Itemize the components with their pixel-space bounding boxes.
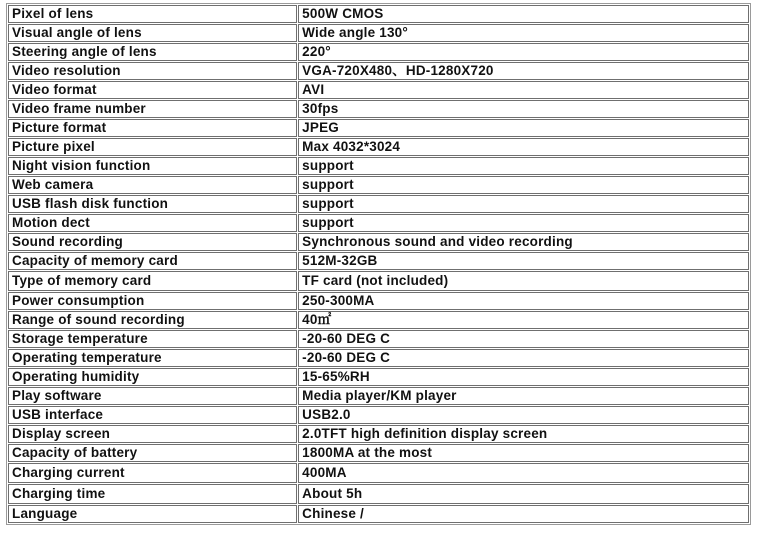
spec-key: Motion dect — [8, 214, 297, 232]
spec-table-container — [6, 3, 751, 525]
table-row — [8, 138, 749, 156]
spec-key: Pixel of lens — [8, 5, 297, 23]
table-row — [8, 81, 749, 99]
spec-value: Synchronous sound and video recording — [298, 233, 749, 251]
spec-value: USB2.0 — [298, 406, 749, 424]
table-row — [8, 62, 749, 80]
spec-key: Play software — [8, 387, 297, 405]
spec-value: TF card (not included) — [298, 271, 749, 291]
spec-key: Video frame number — [8, 100, 297, 118]
spec-key: Picture pixel — [8, 138, 297, 156]
table-row — [8, 463, 749, 483]
spec-key: USB flash disk function — [8, 195, 297, 213]
spec-value: support — [298, 176, 749, 194]
table-row — [8, 311, 749, 329]
table-row — [8, 330, 749, 348]
spec-value: 400MA — [298, 463, 749, 483]
spec-key: Type of memory card — [8, 271, 297, 291]
spec-key: Power consumption — [8, 292, 297, 310]
table-row — [8, 484, 749, 504]
table-row — [8, 233, 749, 251]
table-row — [8, 368, 749, 386]
table-row — [8, 387, 749, 405]
spec-value: support — [298, 157, 749, 175]
spec-key: Operating temperature — [8, 349, 297, 367]
spec-value: support — [298, 214, 749, 232]
spec-value: 500W CMOS — [298, 5, 749, 23]
spec-value: 40㎡ — [298, 311, 749, 329]
spec-value: 250-300MA — [298, 292, 749, 310]
table-row — [8, 214, 749, 232]
spec-key: Capacity of memory card — [8, 252, 297, 270]
spec-key: Web camera — [8, 176, 297, 194]
table-row — [8, 5, 749, 23]
spec-key: Visual angle of lens — [8, 24, 297, 42]
spec-key: Charging time — [8, 484, 297, 504]
spec-key: Charging current — [8, 463, 297, 483]
spec-key: Video format — [8, 81, 297, 99]
spec-key: Picture format — [8, 119, 297, 137]
spec-key: Video resolution — [8, 62, 297, 80]
spec-key: Storage temperature — [8, 330, 297, 348]
spec-value: Media player/KM player — [298, 387, 749, 405]
table-row — [8, 444, 749, 462]
spec-key: Range of sound recording — [8, 311, 297, 329]
table-row — [8, 425, 749, 443]
table-row — [8, 176, 749, 194]
table-row — [8, 43, 749, 61]
spec-key: Steering angle of lens — [8, 43, 297, 61]
spec-value: 1800MA at the most — [298, 444, 749, 462]
table-row — [8, 24, 749, 42]
spec-value: support — [298, 195, 749, 213]
spec-value: -20-60 DEG C — [298, 349, 749, 367]
spec-value: 512M-32GB — [298, 252, 749, 270]
table-row — [8, 505, 749, 523]
table-row — [8, 195, 749, 213]
spec-value: 2.0TFT high definition display screen — [298, 425, 749, 443]
spec-key: Display screen — [8, 425, 297, 443]
spec-key: Capacity of battery — [8, 444, 297, 462]
table-row — [8, 292, 749, 310]
spec-value: Max 4032*3024 — [298, 138, 749, 156]
spec-value: 220° — [298, 43, 749, 61]
spec-value: 30fps — [298, 100, 749, 118]
spec-value: JPEG — [298, 119, 749, 137]
table-row — [8, 349, 749, 367]
spec-key: Language — [8, 505, 297, 523]
spec-value: About 5h — [298, 484, 749, 504]
table-row — [8, 100, 749, 118]
spec-value: -20-60 DEG C — [298, 330, 749, 348]
spec-value: Chinese / — [298, 505, 749, 523]
table-row — [8, 119, 749, 137]
spec-key: Night vision function — [8, 157, 297, 175]
table-row — [8, 406, 749, 424]
spec-value: Wide angle 130° — [298, 24, 749, 42]
spec-table — [6, 3, 751, 525]
spec-value: 15-65%RH — [298, 368, 749, 386]
spec-value: VGA-720X480、HD-1280X720 — [298, 62, 749, 80]
spec-key: Sound recording — [8, 233, 297, 251]
spec-key: Operating humidity — [8, 368, 297, 386]
table-row — [8, 157, 749, 175]
table-row — [8, 252, 749, 270]
table-row — [8, 271, 749, 291]
spec-value: AVI — [298, 81, 749, 99]
spec-key: USB interface — [8, 406, 297, 424]
